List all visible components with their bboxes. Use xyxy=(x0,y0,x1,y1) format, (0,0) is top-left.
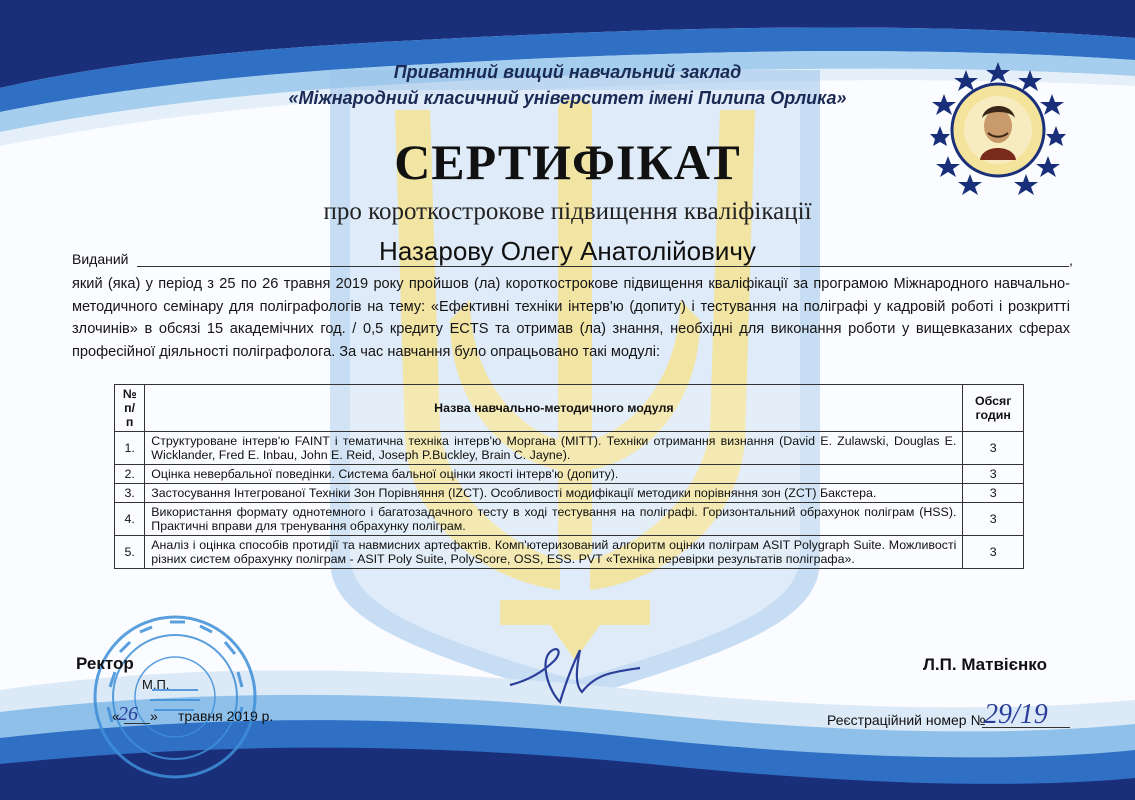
institution-line-2: «Міжнародний класичний університет імені Пилипа Орлика» xyxy=(288,88,847,108)
table-row xyxy=(115,536,1024,569)
modules-table xyxy=(114,384,1024,569)
institution-line-1: Приватний вищий навчальний заклад xyxy=(393,62,742,82)
issued-label: Виданий xyxy=(72,251,129,267)
rector-label: Ректор xyxy=(76,654,134,673)
date-month-year: травня 2019 р. xyxy=(178,708,274,724)
date-day: 26 xyxy=(118,703,138,725)
row-hours: 3 xyxy=(963,536,1024,569)
table-row xyxy=(115,432,1024,465)
date-quote-close: » xyxy=(150,708,158,724)
certificate-subtitle: про короткострокове підвищення кваліфікації xyxy=(323,198,812,225)
rector-name: Л.П. Матвієнко xyxy=(923,655,1047,674)
registration-number: 29/19 xyxy=(984,699,1048,730)
certificate-body-text: який (яка) у період з 25 по 26 травня 2019 року пройшов (ла) короткострокове підвищення кваліфікації за програмою Міжнародного навчально-методичного семінару для поліграфологів на тему: «Ефективні техніки інтерв'ю (допиту) і тестування на поліграфі у кадровій роботі і розкритті злочинів» в обсязі 15 академічних год. / 0,5 кредиту ECTS та отримав (ла) знання, необхідні для виконання роботи у вищевказаних сферах професійної діяльності поліграфолога. За час навчання було опрацьовано такі модулі: xyxy=(72,276,1070,360)
issued-comma: , xyxy=(1069,252,1073,268)
row-module: Оцінка невербальної поведінки. Система бальної оцінки якості інтерв'ю (допиту). xyxy=(145,465,963,484)
date-quote-open: « xyxy=(112,708,120,724)
row-hours: 3 xyxy=(963,484,1024,503)
row-hours: 3 xyxy=(963,503,1024,536)
table-row xyxy=(115,465,1024,484)
registration-label: Реєстраційний номер № xyxy=(827,712,986,728)
row-num: 3. xyxy=(115,484,145,503)
table-row xyxy=(115,484,1024,503)
rector-signature xyxy=(500,630,650,710)
header-num: № п/п xyxy=(115,385,145,432)
date-day-underline xyxy=(124,723,150,724)
header-hours: Обсяг годин xyxy=(963,385,1024,432)
row-num: 5. xyxy=(115,536,145,569)
row-module: Використання формату однотемного і багатозадачного тесту в ході тестування на поліграфі. Горизонтальний обрахунок поліграм (HSS). Практичні вправи для тренування обрахунку поліграм. xyxy=(145,503,963,536)
row-module: Аналіз і оцінка способів протидії та навмисних артефактів. Комп'ютеризований алгоритм оцінки поліграм ASIT Polygraph Suite. Можливості різних систем обрахунку поліграм - ASIT Poly Suite, PolyScore, OSS, ESS. PVT «Техніка перевірки результатів поліграфа». xyxy=(145,536,963,569)
header-module-name: Назва навчально-методичного модуля xyxy=(145,385,963,432)
row-hours: 3 xyxy=(963,465,1024,484)
table-header-row xyxy=(115,385,1024,432)
seal-place-label: М.П. xyxy=(142,677,170,692)
row-num: 2. xyxy=(115,465,145,484)
row-num: 4. xyxy=(115,503,145,536)
university-stamp xyxy=(90,612,260,782)
recipient-name: Назарову Олегу Анатолійовичу xyxy=(379,236,756,266)
table-row xyxy=(115,503,1024,536)
registration-underline xyxy=(982,727,1070,728)
row-module: Структуроване інтерв'ю FAINT і тематична техніка інтерв'ю Моргана (MITT). Техніки отримання визнання (David E. Zulawski, Douglas E. Wicklander, Fred E. Inbau, John E. Reid, Joseph P.Buckley, Brain C. Jayne). xyxy=(145,432,963,465)
row-num: 1. xyxy=(115,432,145,465)
row-hours: 3 xyxy=(963,432,1024,465)
certificate-title: СЕРТИФІКАТ xyxy=(394,134,741,190)
row-module: Застосування Інтегрованої Техніки Зон Порівняння (IZCT). Особливості модифікації методики порівняння зон (ZCT) Бакстера. xyxy=(145,484,963,503)
